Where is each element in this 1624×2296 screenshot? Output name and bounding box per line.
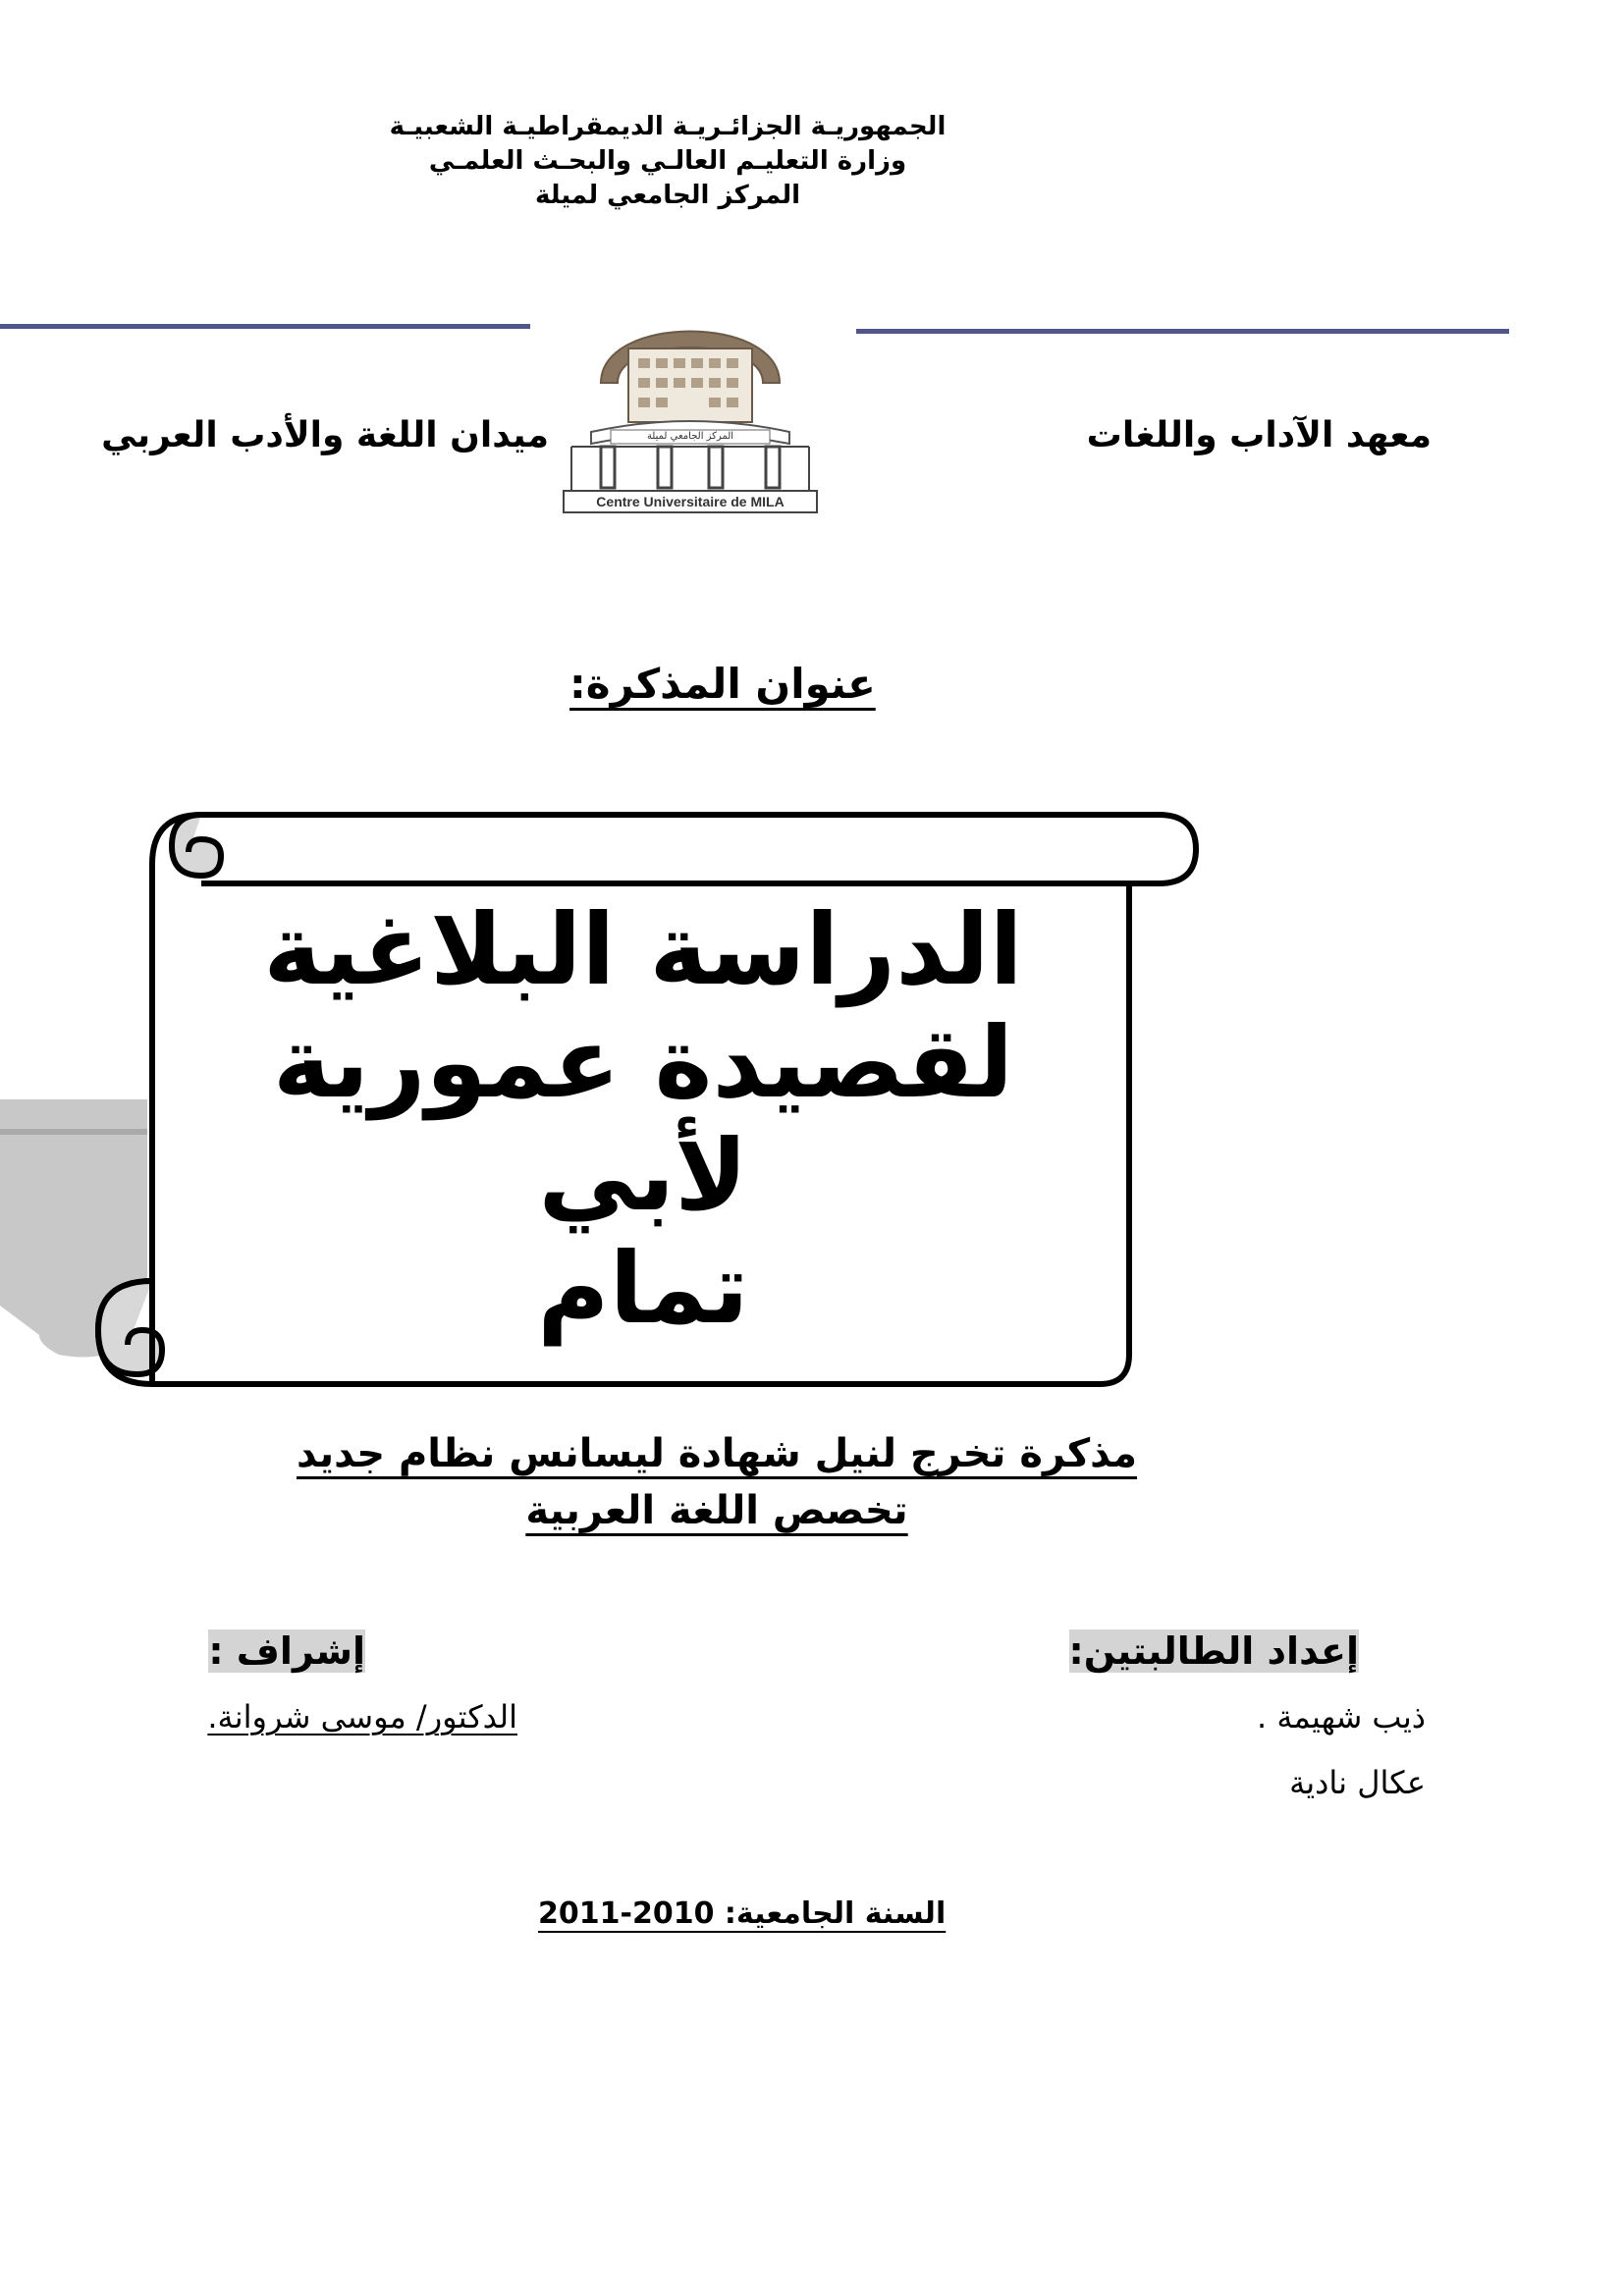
supervisor-label-text: إشراف : (208, 1629, 365, 1673)
university-logo (562, 294, 819, 515)
subtitle-line-2: تخصص اللغة العربية (525, 1488, 908, 1533)
student-name-2: عكال نادية (1289, 1764, 1426, 1801)
students-label (1069, 1629, 1359, 1673)
field-name: ميدان اللغة والأدب العربي (101, 415, 549, 455)
memo-title (157, 893, 1129, 1345)
subtitle-line-1: مذكرة تخرج لنيل شهادة ليسانس نظام جديد (296, 1431, 1138, 1476)
logo-caption: Centre Universitaire de MILA (596, 494, 785, 509)
center-name: المركز الجامعي لميلة (534, 181, 801, 211)
ministry-name: وزارة التعليـم العالـي والبحـث العلمـي (428, 146, 907, 177)
institute-name: معهد الآداب واللغات (1086, 415, 1432, 455)
republic-name: الجمهوريـة الجزائـريـة الديمقراطيـة الشعبيـة (389, 112, 947, 141)
supervisor-label (208, 1629, 365, 1673)
right-divider (856, 329, 1509, 334)
supervisor-name: الدكتور/ موسى شروانة. (207, 1698, 517, 1735)
students-label-text: إعداد الطالبتين: (1068, 1629, 1359, 1673)
student-name-1: ذيب شهيمة . (1257, 1698, 1426, 1735)
header-block (353, 110, 982, 213)
memo-title-label: عنوان المذكرة: (569, 660, 876, 708)
memo-title-line-3: تمام (537, 1231, 749, 1346)
subtitle-block (255, 1431, 1178, 1533)
memo-title-line-1: الدراسة البلاغية (263, 892, 1023, 1007)
logo-graphic (562, 294, 819, 515)
memo-title-line-2: لقصيدة عمورية لأبي (272, 1005, 1014, 1233)
academic-year: السنة الجامعية: 2010-2011 (538, 1896, 947, 1931)
logo-banner-text: المركز الجامعي لميلة (646, 431, 734, 442)
left-divider (0, 324, 530, 329)
